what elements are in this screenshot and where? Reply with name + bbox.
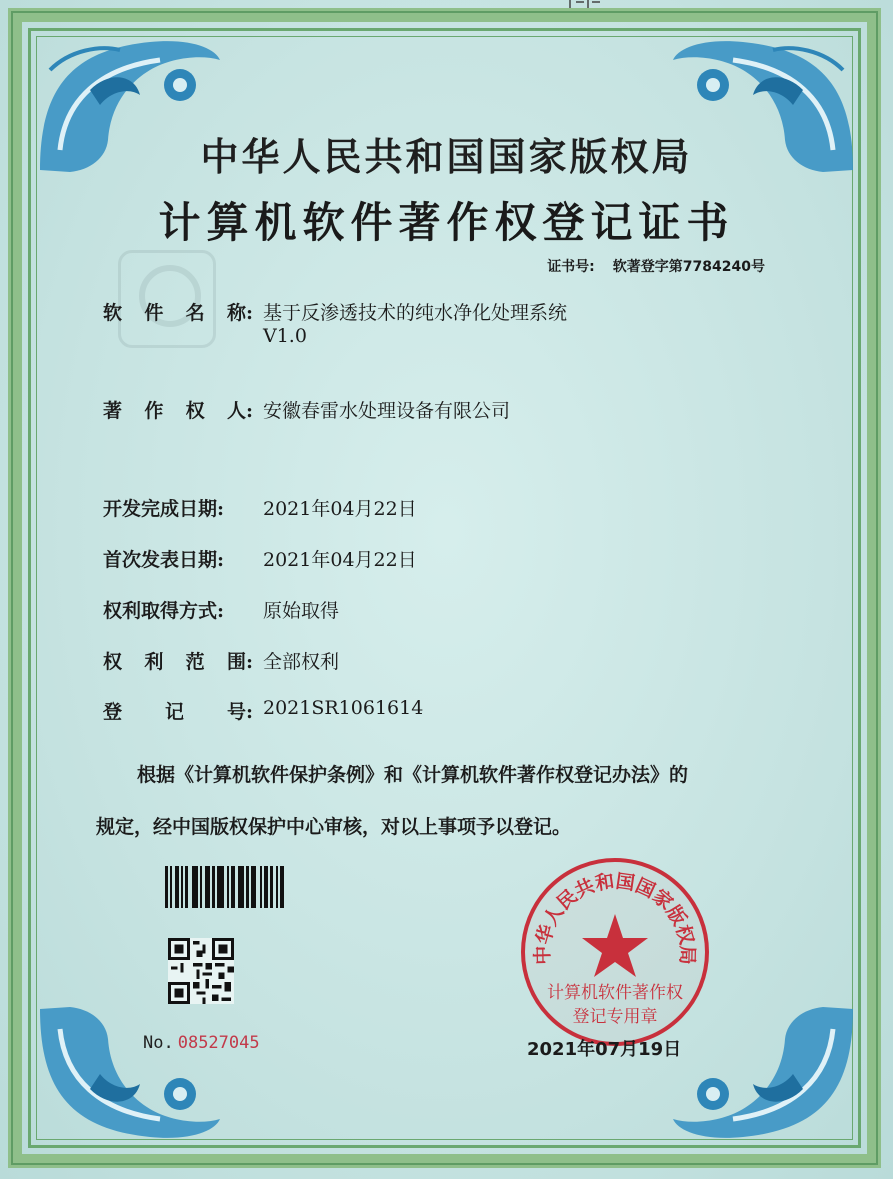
seal-ring-text: 中华人民共和国国家版权局 bbox=[531, 870, 699, 965]
development-date-value: 2021年04月22日 bbox=[263, 498, 417, 520]
statement-line-2: 规定，经中国版权保护中心审核，对以上事项予以登记。 bbox=[96, 816, 572, 838]
certificate-number-label: 证书号: bbox=[547, 259, 595, 275]
software-name-value: 基于反渗透技术的纯水净化处理系统 bbox=[263, 302, 568, 324]
registration-number-value: 2021SR1061614 bbox=[263, 697, 424, 719]
barcode bbox=[165, 866, 290, 908]
software-name-label: 软 件 名 称: bbox=[103, 302, 253, 324]
acquisition-method-value: 原始取得 bbox=[263, 600, 340, 622]
first-publication-date-label: 首次发表日期: bbox=[103, 549, 225, 571]
corner-ornament-bottom-left bbox=[30, 999, 230, 1149]
official-seal bbox=[515, 852, 715, 1052]
qr-code bbox=[168, 938, 234, 1004]
software-version-value: V1.0 bbox=[263, 325, 307, 347]
copyright-owner-label: 著 作 权 人: bbox=[103, 400, 253, 422]
serial-number-label: No. bbox=[143, 1033, 174, 1053]
scope-of-rights-value: 全部权利 bbox=[263, 651, 340, 673]
first-publication-date-value: 2021年04月22日 bbox=[263, 549, 417, 571]
registration-number-label: 登 记 号: bbox=[103, 701, 253, 723]
development-date-label: 开发完成日期: bbox=[103, 498, 225, 520]
certificate-number bbox=[547, 256, 765, 276]
seal-line-2: 登记专用章 bbox=[572, 1007, 658, 1027]
statement-line-1: 根据《计算机软件保护条例》和《计算机软件著作权登记办法》的 bbox=[137, 764, 689, 786]
copyright-owner-value: 安徽春雷水处理设备有限公司 bbox=[263, 400, 511, 422]
issue-date: 2021年07月19日 bbox=[527, 1039, 682, 1060]
serial-number-value: 08527045 bbox=[177, 1033, 260, 1053]
serial-number bbox=[143, 1033, 260, 1053]
seal-line-1: 计算机软件著作权 bbox=[547, 983, 683, 1003]
certificate-number-value: 软著登字第7784240号 bbox=[612, 259, 765, 275]
acquisition-method-label: 权利取得方式: bbox=[103, 600, 225, 622]
certificate-title: 计算机软件著作权登记证书 bbox=[158, 198, 735, 247]
issuer-title: 中华人民共和国国家版权局 bbox=[200, 135, 693, 179]
scope-of-rights-label: 权 利 范 围: bbox=[103, 651, 253, 673]
